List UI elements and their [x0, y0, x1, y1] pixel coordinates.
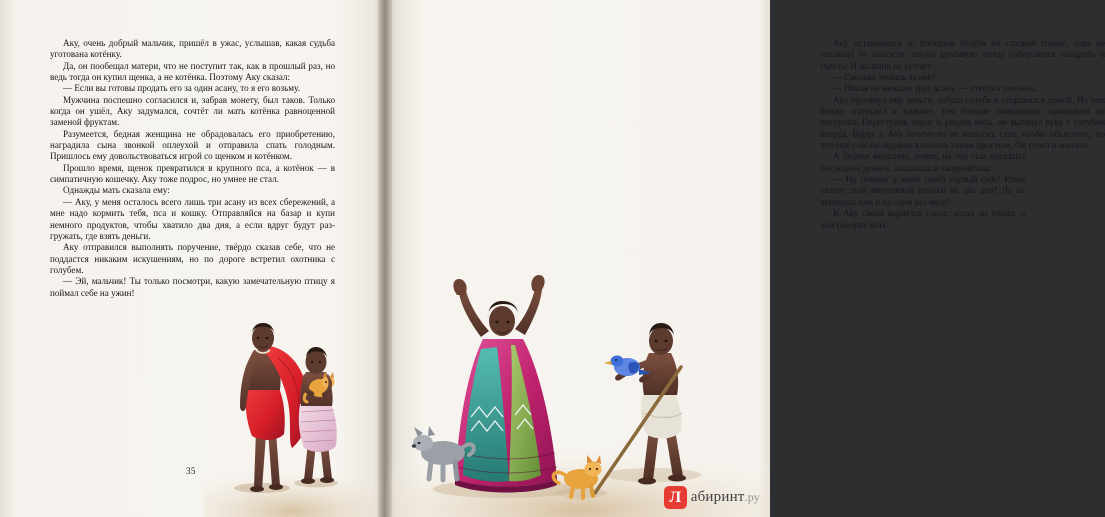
labirint-badge-icon: Л	[664, 486, 687, 509]
paragraph: — Сколько хочешь за неё?	[833, 72, 936, 83]
paragraph: — Ну почему у меня такой глупый сын? Разве хватит этой ничтожной птички на два дня? Да на четверых нам и на один раз мало!	[820, 174, 1025, 207]
paragraph: Аку протянул ему деньги, забрал голубя и отправился домой. Но чем ближе подходил к хижине, тем больше сомневался, правильно ли поступил. Переступив порог и увидев мать, он вытянул руку с голубем вперёд. Вдруг у Аку почему-то не нашлось слов, чтобы объяснить, но что ещё совсем недавно казалось таким простым. Он стоял и молчал.	[820, 94, 1105, 151]
paragraph: — Если вы готовы продать его за один асану, то я его возьму.	[63, 83, 300, 94]
illustration-right-svg	[385, 217, 770, 517]
paragraph: Да, он пообещал матери, что не поступит так, как в прошлый раз, но ведь тогда он купил щенка, а не котёнка. Поэтому Аку сказал:	[50, 60, 335, 83]
paragraph: Разумеется, бедная женщина не обрадовалась его приобретению, наградила сына звонкой оплеухой и отправила спать голодным. Пришлось ему довольствоваться игрой со щенком и котёнком.	[50, 128, 335, 162]
paragraph: — Аку, у меня осталось всего лишь три асану из всех сбережений, а мне надо кормить тебя, пса и кошку. Отправляйся на базар и купи немного продуктов, чтобы хватило два дня, а если вдруг будут разгружать, где взять деньги.	[50, 196, 335, 241]
paragraph: А бедная женщина, поняв, на что сын потратил последние деньги, заплакала и запричитала:	[820, 151, 1025, 173]
labirint-domain-suffix: .ру	[744, 490, 760, 504]
labirint-watermark	[664, 486, 760, 509]
illustration-woman-boy-pigeon	[385, 217, 770, 517]
paragraph: — Никак не меньше трёх асану, — ответил охотник.	[833, 83, 1036, 94]
left-page-text-column	[50, 38, 335, 299]
paragraph: Прошло время, щенок превратился в крупного пса, а котёнок — в симпатичную кошечку. Аку тоже подрос, но умнее не стал.	[50, 162, 335, 185]
paragraph: Однажды мать сказала ему:	[63, 185, 170, 196]
paragraph: Аку остановился и, погладив голубя по гладкой голове, едва не заплакал от жалости: такую красивую птицу собираются зажарить и съесть! И мальчик не устоял:	[820, 38, 1105, 71]
right-page	[385, 0, 1105, 517]
illustration-boy-with-kitten	[204, 302, 379, 517]
left-page	[0, 0, 385, 517]
paragraph: Мужчина поспешно согласился и, забрав монету, был таков. Только когда он ушёл, Аку задумался, сочтёт ли мать котёнка равноценной заменой фруктам.	[50, 94, 335, 128]
paragraph: — Эй, мальчик! Ты только посмотри, какую замечательную птицу я поймал себе на ужин!	[50, 276, 335, 298]
labirint-brand-text	[691, 489, 760, 506]
paragraph: К Аку снова вернулся голос, когда он понял, о чём говорит мать:	[820, 208, 1025, 230]
labirint-brand-name: абиринт	[690, 489, 745, 505]
paragraph: Аку, очень добрый мальчик, пришёл в ужас, услышав, какая судьба уготована котёнку.	[50, 38, 335, 60]
right-page-text-column	[820, 38, 1105, 231]
paragraph: Аку отправился выполнять поручение, твёрдо сказав себе, что не поддастся никаким искушениям, но по дороге встретил охотника с голубем.	[50, 242, 335, 275]
page-number-left: 35	[186, 466, 196, 476]
illustration-left-svg	[204, 302, 379, 517]
